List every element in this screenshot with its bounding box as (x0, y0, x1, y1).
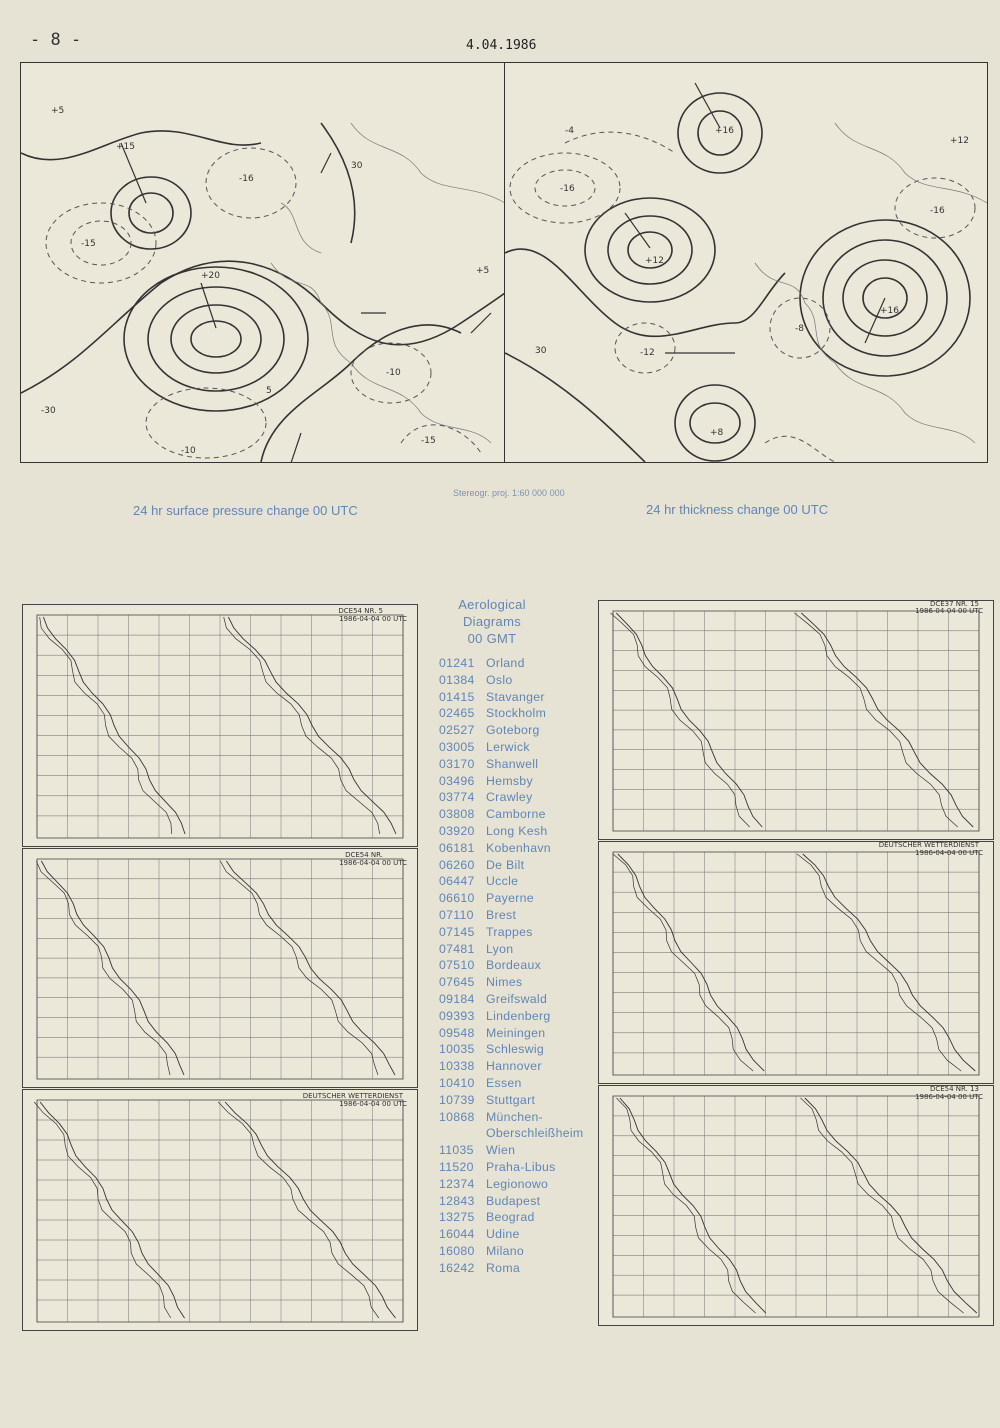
diagram-id: DCE54 NR. 5 (338, 607, 383, 615)
svg-text:-16: -16 (239, 174, 254, 184)
station-row (437, 1193, 597, 1210)
legend-title-line: Diagrams (462, 614, 522, 629)
station-row (437, 890, 597, 907)
station-code: 16080 (439, 1243, 475, 1258)
station-code: 03496 (439, 773, 475, 788)
diagram-date: 1986-04-04 00 UTC (339, 615, 407, 623)
station-name: Lindenberg (486, 1008, 551, 1023)
station-code: 10739 (439, 1092, 475, 1107)
station-row (437, 756, 597, 773)
station-name: Meiningen (486, 1025, 546, 1040)
station-row (437, 957, 597, 974)
station-name: Budapest (486, 1193, 541, 1208)
station-name: Hannover (486, 1059, 542, 1074)
svg-text:+12: +12 (950, 136, 969, 146)
diagram-id: DCE54 NR. 13 (929, 1085, 979, 1093)
station-code: 03920 (439, 823, 475, 838)
station-row (437, 941, 597, 958)
station-row (437, 773, 597, 790)
station-row (437, 1176, 597, 1193)
station-code: 13275 (439, 1210, 475, 1225)
svg-text:-15: -15 (81, 239, 96, 249)
diagram-id: DEUTSCHER WETTERDIENST (302, 1092, 403, 1100)
svg-text:+15: +15 (116, 142, 135, 152)
station-name: Long Kesh (486, 823, 548, 838)
station-name: Milano (486, 1243, 525, 1258)
svg-text:-8: -8 (795, 324, 804, 334)
station-name: Stavanger (486, 689, 545, 704)
station-name: Oberschleißheim (486, 1126, 584, 1141)
station-code: 09393 (439, 1008, 475, 1023)
station-code: 11035 (439, 1143, 474, 1158)
thickness-change-map-drawing (505, 63, 987, 462)
svg-text:5: 5 (266, 386, 272, 396)
station-row (437, 672, 597, 689)
station-row (437, 857, 597, 874)
diagram-id: DEUTSCHER WETTERDIENST (878, 841, 979, 849)
station-row (437, 689, 597, 706)
station-code: 11520 (439, 1159, 474, 1174)
station-row (437, 873, 597, 890)
station-row (437, 1125, 597, 1142)
station-code: 10868 (439, 1109, 475, 1124)
station-code: 01241 (439, 656, 475, 670)
aerological-diagram-6 (598, 1085, 994, 1326)
svg-text:30: 30 (351, 161, 363, 171)
station-code: 02527 (439, 723, 475, 738)
station-code: 12374 (439, 1176, 475, 1191)
diagram-id: DCE54 NR. (345, 851, 383, 859)
station-row (437, 924, 597, 941)
pressure-change-map (20, 62, 506, 463)
station-name: Goteborg (486, 723, 540, 738)
aerological-diagram-3 (22, 1089, 418, 1331)
station-code: 07481 (439, 941, 475, 956)
station-row (437, 722, 597, 739)
station-name: Trappes (486, 924, 533, 939)
station-code: 02465 (439, 706, 475, 721)
svg-text:+5: +5 (476, 266, 490, 276)
station-code: 06260 (439, 857, 475, 872)
svg-text:-16: -16 (930, 206, 945, 216)
station-row (437, 1092, 597, 1109)
station-code: 06181 (439, 840, 475, 855)
station-name: Oslo (486, 672, 513, 687)
station-code: 03808 (439, 807, 475, 822)
page-date: 4.04.1986 (466, 38, 537, 53)
station-name: Stockholm (486, 706, 547, 721)
station-name: Beograd (486, 1210, 535, 1225)
station-row (437, 1159, 597, 1176)
station-row (437, 806, 597, 823)
station-row (437, 705, 597, 722)
station-name: Bordeaux (486, 958, 542, 973)
station-name: Orland (486, 656, 525, 670)
station-name: Schleswig (486, 1042, 545, 1057)
station-code: 07110 (439, 907, 474, 922)
aerological-diagram-2 (22, 848, 418, 1088)
svg-text:+16: +16 (715, 126, 734, 136)
station-name: München- (486, 1109, 544, 1124)
svg-text:+8: +8 (710, 428, 724, 438)
station-row (437, 739, 597, 756)
legend-title-line: Aerological (458, 597, 526, 612)
station-code (437, 1125, 486, 1142)
legend-title-line: 00 GMT (467, 631, 517, 646)
aerological-diagram-5 (598, 841, 994, 1084)
svg-text:+20: +20 (201, 271, 220, 281)
station-code: 07645 (439, 975, 475, 990)
station-name: Camborne (486, 807, 546, 822)
station-row (437, 1008, 597, 1025)
station-row (437, 974, 597, 991)
station-row (437, 823, 597, 840)
station-row (437, 1025, 597, 1042)
station-name: Praha-Libus (486, 1159, 556, 1174)
svg-text:30: 30 (535, 346, 547, 356)
station-code: 09184 (439, 991, 475, 1006)
station-code: 10035 (439, 1042, 475, 1057)
pressure-map-caption: 24 hr surface pressure change 00 UTC (133, 503, 358, 518)
station-code: 09548 (439, 1025, 475, 1040)
station-name: Payerne (486, 891, 534, 906)
svg-text:+5: +5 (51, 106, 65, 116)
diagram-date: 1986-04-04 00 UTC (915, 1093, 983, 1101)
station-code: 07510 (439, 958, 475, 973)
station-name: Kobenhavn (486, 840, 551, 855)
station-name: Crawley (486, 790, 533, 805)
map-projection-note: Stereogr. proj. 1:60 000 000 (453, 488, 565, 498)
station-code: 06447 (439, 874, 475, 889)
station-name: Nimes (486, 975, 523, 990)
station-name: De Bilt (486, 857, 525, 872)
station-name: Wien (486, 1143, 516, 1158)
station-code: 10338 (439, 1059, 475, 1074)
station-row (437, 1041, 597, 1058)
station-list (437, 655, 597, 1276)
station-code: 12843 (439, 1193, 475, 1208)
station-code: 03005 (439, 739, 475, 754)
station-code: 01384 (439, 672, 475, 687)
svg-text:+16: +16 (880, 306, 899, 316)
svg-text:-15: -15 (421, 436, 436, 446)
station-row (437, 1109, 597, 1126)
station-row (437, 1226, 597, 1243)
station-row (437, 991, 597, 1008)
aerological-diagram-1 (22, 604, 418, 847)
svg-text:+12: +12 (645, 256, 664, 266)
station-name: Legionowo (486, 1176, 549, 1191)
station-row (437, 655, 597, 672)
station-row (437, 1075, 597, 1092)
diagram-date: 1986-04-04 00 UTC (915, 849, 983, 857)
station-code: 01415 (439, 689, 475, 704)
station-row (437, 907, 597, 924)
diagram-date: 1986-04-04 00 UTC (915, 607, 983, 615)
thickness-map-caption: 24 hr thickness change 00 UTC (646, 502, 829, 517)
station-code: 06610 (439, 891, 475, 906)
pressure-change-map-drawing (21, 63, 505, 462)
svg-text:-10: -10 (181, 446, 196, 456)
station-code: 10410 (439, 1075, 475, 1090)
station-name: Hemsby (486, 773, 533, 788)
station-code: 16242 (439, 1260, 475, 1275)
station-row (437, 1142, 597, 1159)
aerological-diagram-4 (598, 600, 994, 840)
station-legend (437, 596, 597, 1276)
station-row (437, 1209, 597, 1226)
station-code: 03774 (439, 790, 475, 805)
diagram-id: DCE37 NR. 15 (929, 600, 979, 608)
svg-text:-12: -12 (640, 348, 655, 358)
station-name: Uccle (486, 874, 519, 889)
station-name: Roma (486, 1260, 521, 1275)
station-row (437, 789, 597, 806)
svg-text:-16: -16 (560, 184, 575, 194)
diagram-date: 1986-04-04 00 UTC (339, 1100, 407, 1108)
svg-text:-10: -10 (386, 368, 401, 378)
station-code: 07145 (439, 924, 475, 939)
station-name: Lerwick (486, 739, 530, 754)
station-row (437, 840, 597, 857)
station-row (437, 1243, 597, 1260)
station-name: Udine (486, 1227, 520, 1242)
station-code: 03170 (439, 756, 475, 771)
svg-text:-30: -30 (41, 406, 56, 416)
station-name: Greifswald (486, 991, 548, 1006)
diagram-date: 1986-04-04 00 UTC (339, 859, 407, 867)
station-name: Brest (486, 907, 517, 922)
station-name: Essen (486, 1075, 522, 1090)
page-number: - 8 - (30, 30, 82, 50)
station-row (437, 1058, 597, 1075)
station-name: Shanwell (486, 756, 539, 771)
station-name: Stuttgart (486, 1092, 536, 1107)
station-row (437, 1260, 597, 1277)
station-name: Lyon (486, 941, 514, 956)
svg-text:-4: -4 (565, 126, 574, 136)
thickness-change-map (504, 62, 988, 463)
station-code: 16044 (439, 1227, 475, 1242)
